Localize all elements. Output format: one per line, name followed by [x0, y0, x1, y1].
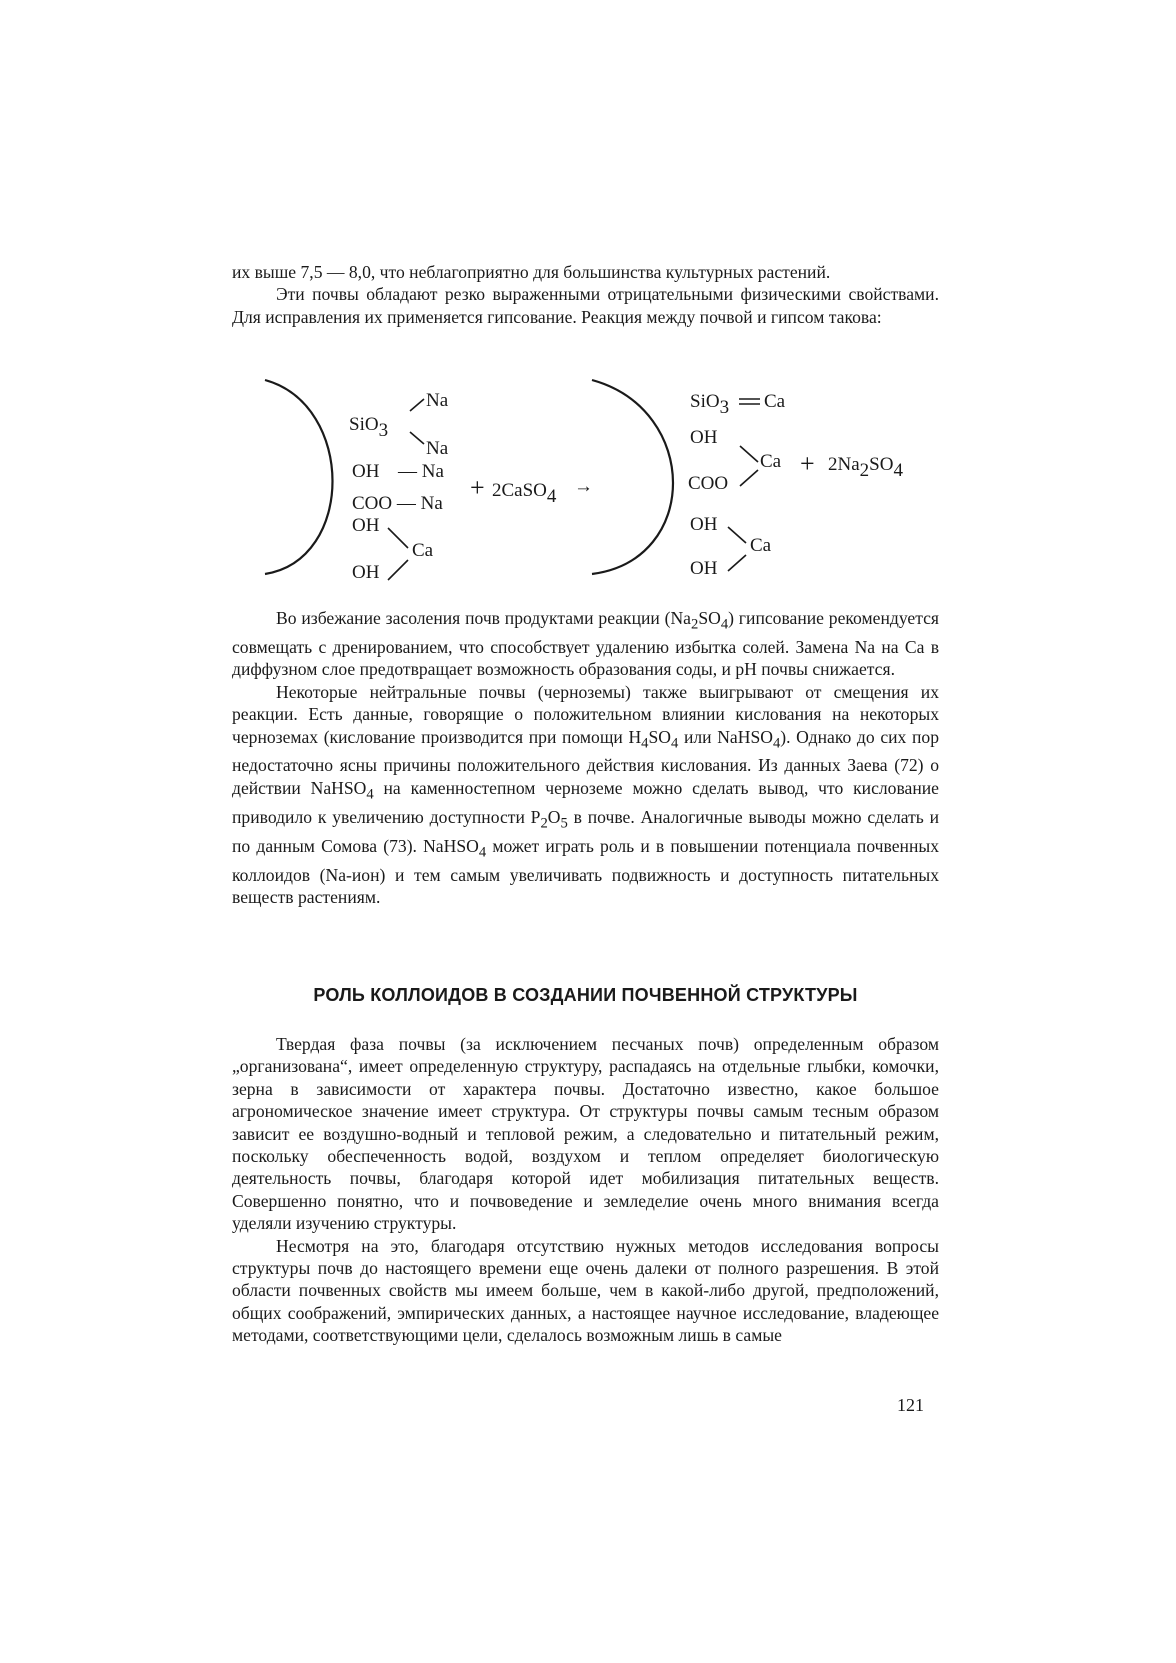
- plus-sign: +: [800, 449, 815, 478]
- right-oh-3: OH: [690, 558, 718, 579]
- section-heading: РОЛЬ КОЛЛОИДОВ В СОЗДАНИИ ПОЧВЕННОЙ СТРУКТУРЫ: [313, 985, 858, 1005]
- left-ca: Ca: [412, 540, 434, 561]
- bond-line: [388, 560, 408, 580]
- bond-line: [410, 399, 424, 411]
- soil-particle-arc-left: [265, 380, 333, 574]
- reaction-diagram: [0, 0, 1176, 600]
- text-block-middle: [232, 607, 939, 908]
- reagent-caso4: 2CaSO4: [492, 480, 557, 507]
- bond-line: [740, 446, 758, 462]
- paragraph: Твердая фаза почвы (за исключением песчаных почв) определенным образом „организована“, имеет определенную структуру, распадаясь на отдельные глыбки, комочки, зерна в зависимости от характера почвы. Достаточно известно, какое большое агрономическое значение имеет структура. От структуры почвы самым тесным образом зависит ее воздушно-водный и тепловой режим, а следовательно и питательный режим, поскольку обеспеченность водой, воздухом и теплом определяет биологическую деятельность почвы, благодаря которой идет мобилизация питательных веществ. Совершенно понятно, что и почвоведение и земледелие очень много внимания всегда уделяли изучению структуры.: [232, 1034, 939, 1234]
- right-ca-bottom: Ca: [750, 535, 772, 556]
- left-coo-na: COO — Na: [352, 493, 443, 514]
- bond-line: [728, 555, 746, 571]
- bond-line: [388, 528, 408, 548]
- bond-line: [410, 432, 424, 444]
- paragraph: Несмотря на это, благодаря отсутствию нужных методов исследования вопросы структуры почв до настоящего времени еще очень далеки от полного разрешения. В этой области почвенных свойств мы имеем больше, чем в какой-либо другой, предположений, общих соображений, эмпирических данных, а настоящее научное исследование, владеющее методами, соответствующими цели, сделалось возможным лишь в самые: [232, 1235, 939, 1346]
- left-na-mid: Na: [426, 438, 449, 459]
- left-na-oh: — Na: [398, 461, 444, 482]
- reaction-arrow: →: [574, 476, 593, 497]
- text-block-bottom: [232, 1033, 939, 1347]
- left-sio3: SiO3: [349, 414, 389, 441]
- left-oh-2: OH: [352, 515, 380, 536]
- soil-particle-arc-right: [592, 380, 673, 574]
- page-number: 121: [897, 1395, 924, 1415]
- left-oh-1: OH: [352, 461, 380, 482]
- right-oh-2: OH: [690, 514, 718, 535]
- paragraph: Некоторые нейтральные почвы (черноземы) также выигрывают от смещения их реакции. Есть данные, говорящие о положительном влиянии кислования на некоторых черноземах (кислование производится при помощи $H_4SO_4$ или NaHSO$_4$). Однако до сих пор недостаточно ясны причины положительного действия кислования. Из данных Заева (72) о действии NaHSO$_4$ на каменностепном черноземе можно сделать вывод, что кислование приводило к увеличению доступности $P_2O_5$ в почве. Аналогичные выводы можно сделать и по данным Сомова (73). NaHSO$_4$ может играть роль и в повышении потенциала почвенных коллоидов (Na-ион) и тем самым увеличивать подвижность и доступность питательных веществ растениям.: [232, 681, 939, 908]
- paragraph: Эти почвы обладают резко выраженными отрицательными физическими свойствами. Для исправления их применяется гипсование. Реакция между почвой и гипсом такова:: [232, 284, 939, 327]
- left-na-top: Na: [426, 390, 449, 411]
- bond-line: [740, 470, 758, 486]
- paragraph: Во избежание засоления почв продуктами реакции $(Na_2SO_4)$ гипсование рекомендуется совмещать с дренированием, что способствует удалению избытка солей. Замена Na на Ca в диффузном слое предотвращает возможность образования соды, и pH почвы снижается.: [232, 608, 939, 680]
- right-oh-1: OH: [690, 427, 718, 448]
- paragraph: их выше 7,5 — 8,0, что неблагоприятно для большинства культурных растений.: [232, 262, 831, 282]
- right-ca-mid: Ca: [760, 451, 782, 472]
- right-coo: COO: [688, 473, 729, 494]
- right-ca-top: Ca: [764, 391, 786, 412]
- bond-line: [728, 527, 746, 543]
- left-oh-3: OH: [352, 562, 380, 583]
- product-na2so4: 2Na2SO4: [828, 454, 903, 481]
- right-sio3: SiO3: [690, 391, 730, 418]
- plus-sign: +: [470, 473, 485, 502]
